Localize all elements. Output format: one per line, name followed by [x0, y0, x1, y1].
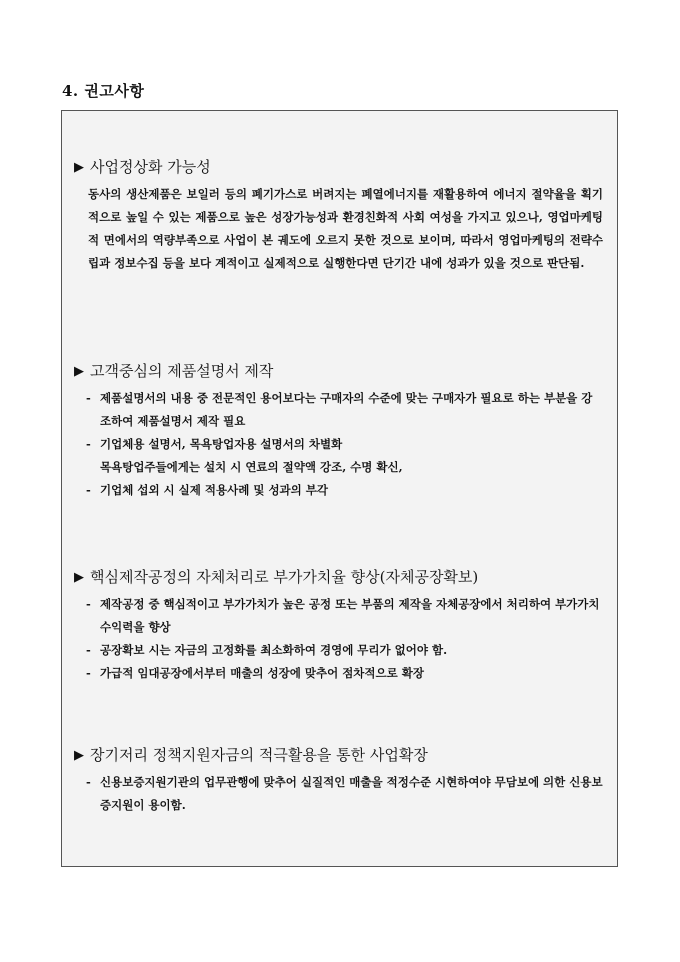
list-item — [74, 479, 603, 502]
list-item — [74, 593, 603, 639]
list-item-text: 제품설명서의 내용 중 전문적인 용어보다는 구매자의 수준에 맞는 구매자가 필요로 하는 부분을 강조하여 제품설명서 제작 필요 — [100, 391, 593, 428]
section-title-text: 핵심제작공정의 자체처리로 부가가치율 향상(자체공장확보) — [90, 568, 479, 586]
list-item-text: 가급적 임대공장에서부터 매출의 성장에 맞추어 점차적으로 확장 — [100, 666, 424, 680]
list-item-text: 신용보증지원기관의 업무관행에 맞추어 실질적인 매출을 적정수준 시현하여야 무담보에 의한 신용보증지원이 용이함. — [100, 775, 603, 812]
section-core-process — [74, 567, 603, 685]
section-paragraph: 동사의 생산제품은 보일러 등의 폐기가스로 버려지는 폐열에너지를 재활용하여 에너지 절약율을 획기적으로 높일 수 있는 제품으로 높은 성장가능성과 환경친화적 사회 여성을 가지고 있으나, 영업마케팅적 면에서의 역량부족으로 사업이 본 궤도에 오르지 못한 것으로 보이며, 따라서 영업마케팅의 전략수립과 정보수집 등을 보다 계적이고 실제적으로 실행한다면 단기간 내에 성과가 있을 것으로 판단됨. — [88, 187, 603, 270]
list-item — [74, 433, 603, 456]
section-title — [74, 361, 603, 382]
section-title — [74, 157, 603, 178]
triangle-bullet-icon: ▶ — [74, 364, 84, 379]
triangle-bullet-icon: ▶ — [74, 160, 84, 175]
page-heading: 4. 권고사항 — [62, 82, 145, 100]
list-item-text: 제작공정 중 핵심적이고 부가가치가 높은 공정 또는 부품의 제작을 자체공장에서 처리하여 부가가치 수익력을 향상 — [100, 597, 600, 634]
list-item-continuation: 목욕탕업주들에게는 설치 시 연료의 절약액 강조, 수명 확신, — [100, 460, 403, 474]
dash-marker: - — [86, 775, 91, 789]
list-item-text: 공장확보 시는 자금의 고정화를 최소화하여 경영에 무리가 없어야 함. — [100, 643, 448, 657]
dash-marker: - — [86, 666, 91, 680]
list-item-text: 기업체용 설명서, 목욕탕업자용 설명서의 차별화 — [100, 437, 343, 451]
section-business-normalization — [74, 157, 603, 275]
triangle-bullet-icon: ▶ — [74, 748, 84, 763]
section-title-text: 장기저리 정책지원자금의 적극활용을 통한 사업확장 — [90, 746, 428, 764]
recommendations-box — [61, 110, 618, 867]
list-item — [74, 387, 603, 433]
section-title-text: 사업정상화 가능성 — [90, 158, 211, 176]
triangle-bullet-icon: ▶ — [74, 570, 84, 585]
list-item-text: 기업체 섭외 시 실제 적용사례 및 성과의 부각 — [100, 483, 328, 497]
dash-marker: - — [86, 391, 91, 405]
section-policy-funding — [74, 745, 603, 817]
section-title-text: 고객중심의 제품설명서 제작 — [90, 362, 274, 380]
dash-marker: - — [86, 437, 91, 451]
section-product-manual — [74, 361, 603, 502]
list-item — [74, 662, 603, 685]
dash-marker: - — [86, 483, 91, 497]
list-item — [74, 639, 603, 662]
dash-marker: - — [86, 597, 91, 611]
dash-marker: - — [86, 643, 91, 657]
section-title — [74, 567, 603, 588]
section-title — [74, 745, 603, 766]
list-item — [74, 771, 603, 817]
